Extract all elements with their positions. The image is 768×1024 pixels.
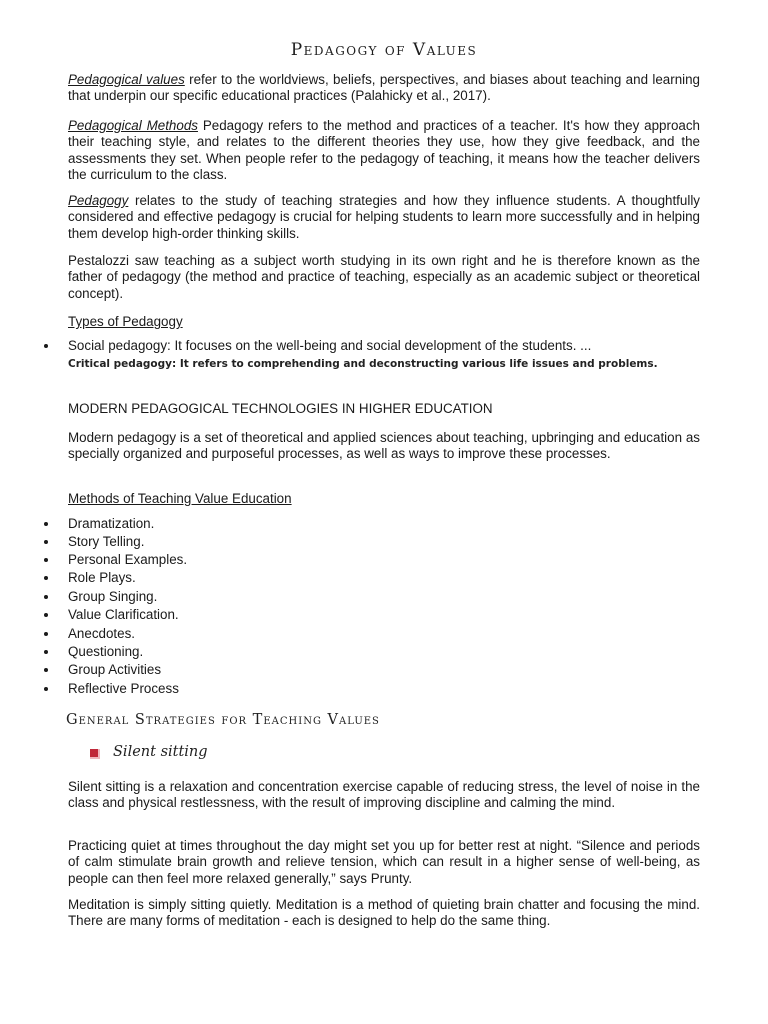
paragraph-silent-sitting: Silent sitting is a relaxation and concentration exercise capable of reducing stress, the level of noise in the class and physical restlessness, with the result of improving discipline and calming the mind. — [68, 779, 700, 811]
paragraph-text: refer to the worldviews, beliefs, perspectives, and biases about teaching and learning that underpin our specific educational practices (Palahicky et al., 2017). — [68, 72, 701, 104]
critical-pedagogy-text: Critical pedagogy: It refers to comprehending and deconstructing various life issues and problems. — [68, 358, 658, 370]
method-label: Reflective Process — [68, 681, 179, 696]
term-pedagogical-values: Pedagogical values — [68, 72, 185, 87]
bullet-icon — [44, 613, 48, 617]
silent-sitting-heading: Silent sitting — [113, 744, 208, 760]
bullet-icon — [44, 650, 48, 654]
method-label: Personal Examples. — [68, 552, 188, 567]
bullet-icon — [44, 540, 48, 544]
paragraph-text: relates to the study of teaching strategies and how they influence students. A thoughtfully considered and effective pedagogy is crucial for helping students to learn more successfully and in helping them develop high-order thinking skills. — [68, 193, 700, 241]
method-label: Group Singing. — [68, 589, 158, 604]
types-heading: Types of Pedagogy — [68, 314, 183, 329]
bullet-icon — [44, 595, 48, 599]
bullet-icon — [44, 344, 48, 348]
bullet-icon — [44, 687, 48, 691]
paragraph-pedagogical-values — [68, 72, 700, 105]
document-title: Pedagogy of Values — [290, 40, 478, 60]
bullet-icon — [44, 668, 48, 672]
method-label: Dramatization. — [68, 516, 155, 531]
paragraph-modern-pedagogy: Modern pedagogy is a set of theoretical and applied sciences about teaching, upbringing and education as specially organized and purposeful processes, as well as ways to improve these processes. — [68, 430, 700, 462]
bullet-icon — [44, 632, 48, 636]
paragraph-pedagogical-methods — [68, 118, 700, 183]
bullet-icon — [44, 576, 48, 580]
paragraph-meditation: Meditation is simply sitting quietly. Meditation is a method of quieting brain chatter and focusing the mind. There are many forms of meditation - each is designed to help do the same thing. — [68, 897, 700, 929]
strategies-heading: General Strategies for Teaching Values — [66, 712, 380, 728]
method-label: Group Activities — [68, 662, 162, 677]
method-label: Value Clarification. — [68, 607, 179, 622]
modern-heading: MODERN PEDAGOGICAL TECHNOLOGIES IN HIGHER EDUCATION — [68, 401, 493, 416]
method-label: Anecdotes. — [68, 626, 135, 641]
paragraph-pestalozzi: Pestalozzi saw teaching as a subject worth studying in its own right and he is therefore known as the father of pedagogy (the method and practice of teaching, especially as an academic subject or theoretical concept). — [68, 253, 700, 301]
methods-heading: Methods of Teaching Value Education — [68, 491, 292, 506]
social-pedagogy-text: Social pedagogy: It focuses on the well-being and social development of the students. ... — [68, 338, 592, 353]
term-pedagogical-methods: Pedagogical Methods — [68, 118, 198, 133]
method-label: Story Telling. — [68, 534, 145, 549]
paragraph-text: Pedagogy refers to the method and practices of a teacher. It's how they approach their teaching style, and relates to the different theories they use, how they give feedback, and the assessments they set. When people refer to the pedagogy of teaching, it means how the teacher delivers the curriculum to the class. — [68, 118, 700, 182]
method-label: Questioning. — [68, 644, 144, 659]
method-label: Role Plays. — [68, 570, 136, 585]
paragraph-practicing-quiet: Practicing quiet at times throughout the day might set you up for better rest at night. “Silence and periods of calm stimulate brain growth and relieve tension, which can result in a higher sense of well-being, as people can then feel more relaxed generally,” says Prunty. — [68, 838, 700, 886]
bullet-icon — [44, 522, 48, 526]
term-pedagogy: Pedagogy — [68, 193, 129, 208]
paragraph-pedagogy — [68, 193, 700, 242]
bullet-icon — [44, 558, 48, 562]
square-bullet-icon — [90, 749, 100, 759]
